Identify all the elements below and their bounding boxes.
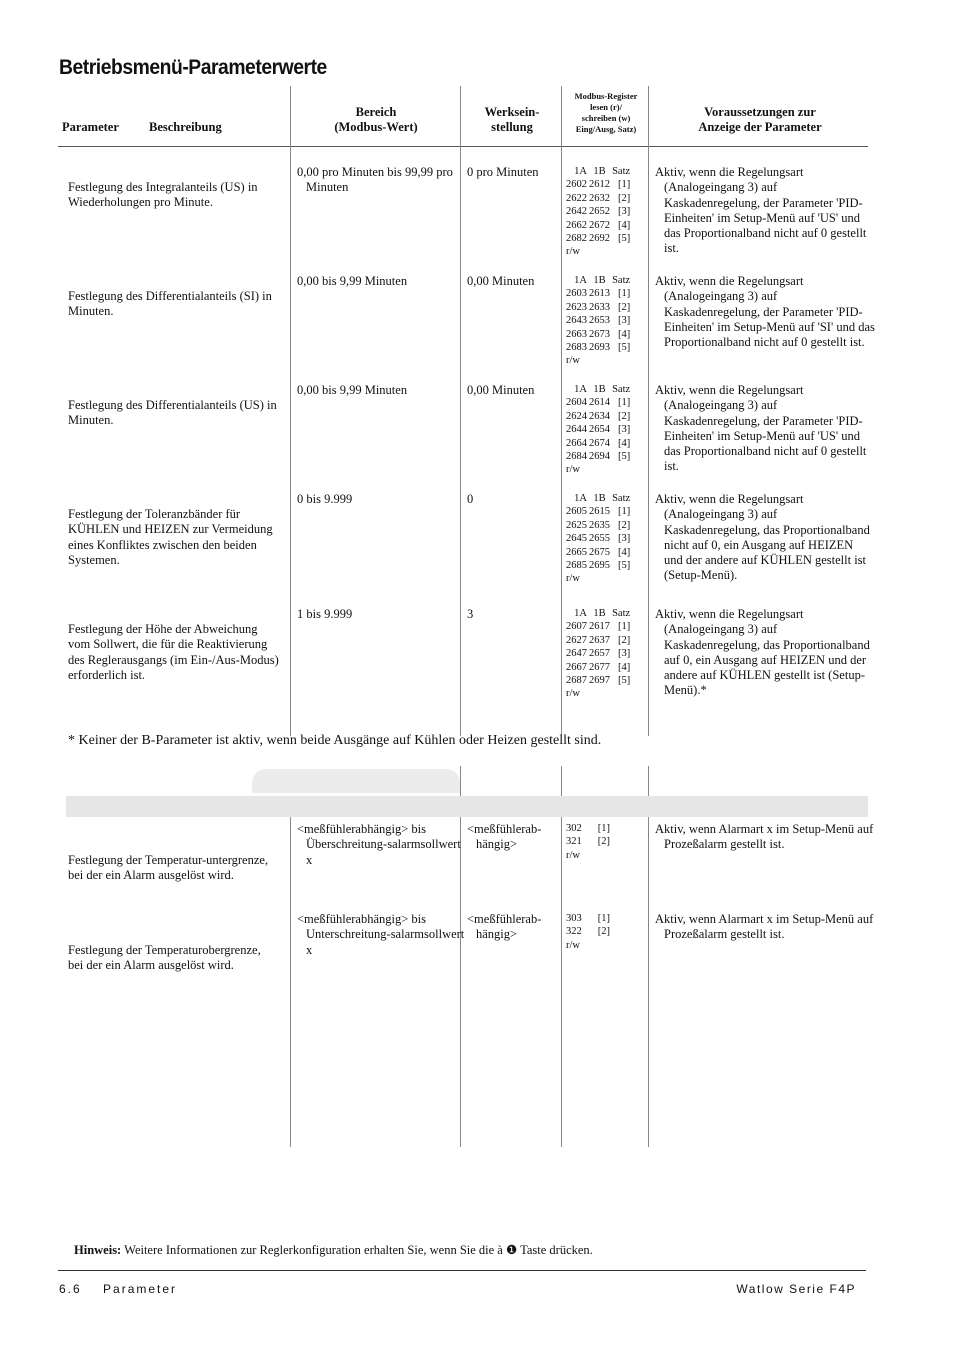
register-header-cell: Satz (612, 608, 631, 619)
register-cell: [1] (618, 506, 631, 518)
alarm-range: <meßfühlerabhängig> bis Unterschreitung-salarmsollwert x (297, 912, 465, 957)
register-cell: 2675 (589, 546, 610, 558)
column-divider (290, 86, 291, 736)
register-cell: [2] (597, 926, 610, 938)
register-cell: 2647 (566, 648, 587, 660)
row-description: Festlegung des Integralanteils (US) in Wiederholungen pro Minute. (68, 180, 258, 210)
column-divider (648, 86, 649, 736)
row-registers (566, 383, 632, 477)
alarm-default: <meßfühlerab-hängig> (467, 822, 542, 852)
register-cell: 2674 (589, 437, 610, 449)
table-top-rule (58, 146, 868, 147)
register-cell: 2692 (589, 233, 610, 245)
header-werkseinstellung: Werksein- stellung (484, 105, 540, 134)
row-range: 0,00 bis 9,99 Minuten (297, 383, 408, 397)
register-header-cell: Satz (612, 493, 631, 504)
page-title: Betriebsmenü-Parameterwerte (59, 56, 327, 79)
header-bereich: Bereich (Modbus-Wert) (334, 105, 418, 134)
register-cell: 2605 (566, 506, 587, 518)
register-table (566, 274, 632, 368)
register-header-cell: 1A (574, 608, 587, 619)
register-access: r/w (566, 849, 580, 861)
alarm-description: Festlegung der Temperatur-untergrenze, bei der ein Alarm ausgelöst wird. (68, 853, 269, 883)
row-description: Festlegung der Höhe der Abweichung vom Sollwert, die für die Reaktivierung des Reglerausgangs (im Ein-/Aus-Modus) erforderlich ist. (68, 622, 279, 682)
register-table (566, 165, 632, 259)
register-cell: 2602 (566, 179, 587, 191)
register-cell: [1] (597, 913, 610, 924)
register-cell: [5] (618, 675, 631, 687)
register-header-cell: 1B (593, 384, 606, 395)
hint-body: Weitere Informationen zur Reglerkonfiguration erhalten Sie, wenn Sie die à ❶ Taste drücken. (124, 1243, 593, 1257)
column-divider (561, 86, 562, 736)
register-cell: 2635 (589, 519, 610, 531)
register-cell: [4] (618, 661, 631, 673)
hint-text (74, 1242, 593, 1258)
alarm-range: <meßfühlerabhängig> bis Überschreitung-salarmsollwert x (297, 822, 461, 867)
row-description: Festlegung der Toleranzbänder für KÜHLEN und HEIZEN zur Vermeidung eines Konfliktes zwischen den beiden Systemen. (68, 507, 273, 567)
row-condition: Aktiv, wenn die Regelungsart (Analogeingang 3) auf Kaskadenregelung, das Proportionalband auf 0, ein Ausgang auf HEIZEN und der andere auf KÜHLEN gestellt ist (Setup-Menü).* (655, 607, 870, 698)
register-cell: [3] (618, 533, 631, 545)
register-access: r/w (566, 464, 580, 476)
row-condition: Aktiv, wenn die Regelungsart (Analogeingang 3) auf Kaskadenregelung, der Parameter 'PID-Einheiten' im Setup-Menü auf 'SI' und das Proportionalband nicht auf 0 gestellt ist. (655, 274, 875, 350)
row-range: 1 bis 9.999 (297, 607, 353, 621)
register-cell: 2623 (566, 301, 587, 313)
register-cell: [5] (618, 451, 631, 463)
register-cell: 2622 (566, 192, 587, 204)
row-default: 0,00 Minuten (467, 274, 535, 288)
row-condition: Aktiv, wenn die Regelungsart (Analogeingang 3) auf Kaskadenregelung, der Parameter 'PID-Einheiten' im Setup-Menü auf 'US' und das Proportionalband nicht auf 0 gestellt ist. (655, 165, 867, 256)
register-cell: 2657 (589, 648, 610, 660)
row-default: 3 (467, 607, 474, 621)
register-cell: 2664 (566, 437, 587, 449)
register-cell: 2652 (589, 206, 610, 218)
register-access: r/w (566, 939, 580, 951)
row-default: 0,00 Minuten (467, 383, 535, 397)
register-header-cell: 1A (574, 275, 587, 286)
register-cell: [3] (618, 315, 631, 327)
register-cell: 2615 (589, 506, 610, 518)
register-cell: 2665 (566, 546, 587, 558)
register-cell: [2] (618, 634, 631, 646)
section-tab (252, 769, 460, 793)
register-cell: 2634 (589, 410, 610, 422)
footer-left: 6.6 Parameter (59, 1282, 178, 1296)
footer-rule (58, 1270, 866, 1271)
register-cell: 2673 (589, 328, 610, 340)
register-cell: [4] (618, 546, 631, 558)
register-cell: 2612 (589, 179, 610, 191)
register-cell: 2613 (589, 288, 610, 300)
alarm-registers (566, 822, 612, 862)
register-cell: [4] (618, 328, 631, 340)
column-divider (290, 817, 291, 1147)
register-cell: 2633 (589, 301, 610, 313)
row-default: 0 (467, 492, 474, 506)
register-header-cell: 1B (593, 166, 606, 177)
register-cell: [5] (618, 342, 631, 354)
alarm-condition: Aktiv, wenn Alarmart x im Setup-Menü auf Prozeßalarm gestellt ist. (655, 912, 874, 942)
register-access: r/w (566, 355, 580, 367)
register-cell: 2662 (566, 219, 587, 231)
register-cell: [5] (618, 233, 631, 245)
register-cell: [1] (618, 288, 631, 300)
register-cell: 2607 (566, 621, 587, 633)
register-access: r/w (566, 688, 580, 700)
register-cell: 2642 (566, 206, 587, 218)
register-cell: [2] (618, 301, 631, 313)
register-access: r/w (566, 573, 580, 585)
register-cell: 302 (566, 823, 582, 834)
register-cell: 322 (566, 926, 582, 938)
alarm-default: <meßfühlerab-hängig> (467, 912, 542, 942)
register-cell: [2] (618, 519, 631, 531)
alarm-registers (566, 912, 612, 952)
register-table (566, 912, 612, 952)
header-modbus-register: Modbus-Register lesen (r)/ schreiben (w) Eing/Ausg, Satz) (574, 91, 638, 134)
register-cell: [2] (618, 410, 631, 422)
register-cell: 2625 (566, 519, 587, 531)
register-cell: 2645 (566, 533, 587, 545)
row-registers (566, 165, 632, 259)
register-cell: 2627 (566, 634, 587, 646)
register-cell: [1] (618, 397, 631, 409)
register-cell: [4] (618, 437, 631, 449)
row-range: 0 bis 9.999 (297, 492, 353, 506)
alarm-description: Festlegung der Temperaturobergrenze, bei der ein Alarm ausgelöst wird. (68, 943, 261, 973)
row-registers (566, 492, 632, 586)
register-cell: 2603 (566, 288, 587, 300)
register-cell: 2604 (566, 397, 587, 409)
alarm-condition: Aktiv, wenn Alarmart x im Setup-Menü auf Prozeßalarm gestellt ist. (655, 822, 874, 852)
register-header-cell: 1A (574, 166, 587, 177)
register-header-cell: 1B (593, 608, 606, 619)
register-cell: 2654 (589, 424, 610, 436)
register-cell: 2677 (589, 661, 610, 673)
register-cell: 2637 (589, 634, 610, 646)
register-cell: 2695 (589, 560, 610, 572)
section-band (66, 796, 868, 817)
register-header-cell: Satz (612, 166, 631, 177)
register-header-cell: Satz (612, 275, 631, 286)
footnote: * Keiner der B-Parameter ist aktiv, wenn beide Ausgänge auf Kühlen oder Heizen gestellt sind. (68, 733, 602, 748)
register-cell: [1] (618, 621, 631, 633)
register-cell: 2643 (566, 315, 587, 327)
row-default: 0 pro Minuten (467, 165, 539, 179)
register-cell: [1] (618, 179, 631, 191)
register-cell: 2687 (566, 675, 587, 687)
register-cell: 2685 (566, 560, 587, 572)
register-cell: [2] (618, 192, 631, 204)
register-cell: 2624 (566, 410, 587, 422)
register-cell: 2644 (566, 424, 587, 436)
register-cell: 2663 (566, 328, 587, 340)
register-cell: 2617 (589, 621, 610, 633)
register-cell: [3] (618, 206, 631, 218)
register-header-cell: Satz (612, 384, 631, 395)
row-description: Festlegung des Differentialanteils (US) in Minuten. (68, 398, 277, 428)
register-cell: [3] (618, 424, 631, 436)
register-header-cell: 1B (593, 493, 606, 504)
register-header-cell: 1A (574, 493, 587, 504)
register-cell: 2697 (589, 675, 610, 687)
row-condition: Aktiv, wenn die Regelungsart (Analogeingang 3) auf Kaskadenregelung, der Parameter 'PID-Einheiten' im Setup-Menü auf 'US' und das Proportionalband nicht auf 0 gestellt ist. (655, 383, 867, 474)
register-cell: 321 (566, 836, 582, 848)
register-cell: 2694 (589, 451, 610, 463)
register-cell: [1] (597, 823, 610, 834)
register-cell: 2653 (589, 315, 610, 327)
row-description: Festlegung des Differentialanteils (SI) in Minuten. (68, 289, 272, 319)
register-cell: 2693 (589, 342, 610, 354)
register-cell: 2614 (589, 397, 610, 409)
register-cell: [2] (597, 836, 610, 848)
header-beschreibung: Beschreibung (149, 120, 222, 134)
register-cell: 2672 (589, 219, 610, 231)
row-range: 0,00 bis 9,99 Minuten (297, 274, 408, 288)
row-registers (566, 274, 632, 368)
register-cell: 2655 (589, 533, 610, 545)
register-cell: 2683 (566, 342, 587, 354)
row-registers (566, 607, 632, 701)
footer-right: Watlow Serie F4P (736, 1282, 856, 1296)
row-condition: Aktiv, wenn die Regelungsart (Analogeingang 3) auf Kaskadenregelung, das Proportionalband nicht auf 0, ein Ausgang auf HEIZEN und der andere auf KÜHLEN gestellt ist (Setup-Menü). (655, 492, 870, 583)
register-table (566, 492, 632, 586)
register-cell: 2682 (566, 233, 587, 245)
register-table (566, 607, 632, 701)
header-parameter: Parameter (62, 120, 119, 134)
register-header-cell: 1B (593, 275, 606, 286)
register-cell: 2632 (589, 192, 610, 204)
register-access: r/w (566, 246, 580, 258)
register-header-cell: 1A (574, 384, 587, 395)
register-cell: 2667 (566, 661, 587, 673)
register-table (566, 383, 632, 477)
register-cell: [3] (618, 648, 631, 660)
row-range: 0,00 pro Minuten bis 99,99 pro Minuten (297, 165, 453, 195)
register-cell: [4] (618, 219, 631, 231)
column-divider (648, 766, 649, 1147)
hint-label: Hinweis: (74, 1243, 122, 1257)
register-cell: 2684 (566, 451, 587, 463)
register-cell: 303 (566, 913, 582, 924)
header-voraussetzungen: Voraussetzungen zur Anzeige der Parameter (698, 105, 822, 134)
register-cell: [5] (618, 560, 631, 572)
register-table (566, 822, 612, 862)
